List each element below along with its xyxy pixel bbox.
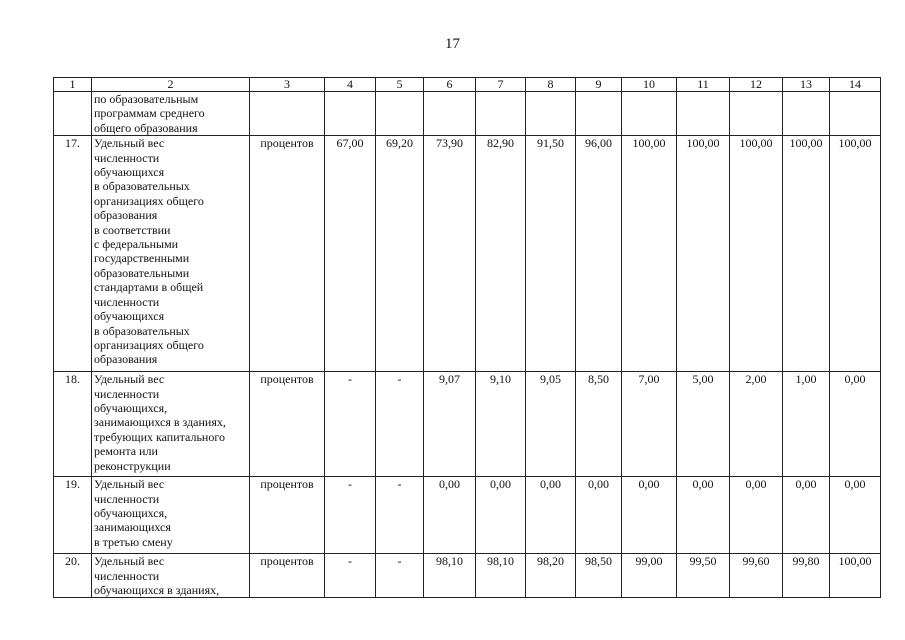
value-cell-col-6: 98,10 xyxy=(424,554,476,598)
value-cell-col-5: 69,20 xyxy=(376,136,424,372)
value-cell-col-4: - xyxy=(325,554,376,598)
column-header-13: 13 xyxy=(783,78,830,92)
value-cell-col-14: 100,00 xyxy=(830,136,881,372)
indicator-name: Удельный вес численности обучающихся, занимающихся в зданиях, требующих капитального ремонта или реконструкции xyxy=(92,372,250,477)
value-cell-col-11: 0,00 xyxy=(677,477,730,554)
row-number: 20. xyxy=(54,554,92,598)
value-cell-col-12: 0,00 xyxy=(730,477,783,554)
header-row xyxy=(54,78,881,92)
row-number: 19. xyxy=(54,477,92,554)
value-cell-col-11 xyxy=(677,92,730,136)
value-cell-col-13: 99,80 xyxy=(783,554,830,598)
unit-of-measure: процентов xyxy=(250,554,325,598)
column-header-2: 2 xyxy=(92,78,250,92)
unit-of-measure: процентов xyxy=(250,477,325,554)
row-number xyxy=(54,92,92,136)
row-number: 17. xyxy=(54,136,92,372)
value-cell-col-9: 8,50 xyxy=(576,372,622,477)
value-cell-col-6: 0,00 xyxy=(424,477,476,554)
value-cell-col-11: 100,00 xyxy=(677,136,730,372)
value-cell-col-9: 98,50 xyxy=(576,554,622,598)
table-header xyxy=(54,78,881,92)
table-body xyxy=(54,92,881,598)
column-header-5: 5 xyxy=(376,78,424,92)
value-cell-col-8: 98,20 xyxy=(526,554,576,598)
value-cell-col-7: 9,10 xyxy=(476,372,526,477)
value-cell-col-7: 82,90 xyxy=(476,136,526,372)
page-number: 17 xyxy=(445,36,460,52)
table-row xyxy=(54,477,881,554)
value-cell-col-8: 9,05 xyxy=(526,372,576,477)
table-row xyxy=(54,92,881,136)
value-cell-col-4: - xyxy=(325,372,376,477)
value-cell-col-7: 98,10 xyxy=(476,554,526,598)
column-header-7: 7 xyxy=(476,78,526,92)
indicator-name: Удельный вес численности обучающихся, занимающихся в третью смену xyxy=(92,477,250,554)
column-header-1: 1 xyxy=(54,78,92,92)
table-row xyxy=(54,372,881,477)
value-cell-col-8: 91,50 xyxy=(526,136,576,372)
value-cell-col-13: 1,00 xyxy=(783,372,830,477)
column-header-14: 14 xyxy=(830,78,881,92)
unit-of-measure xyxy=(250,92,325,136)
indicators-table xyxy=(53,77,881,598)
column-header-11: 11 xyxy=(677,78,730,92)
table-row xyxy=(54,554,881,598)
value-cell-col-10 xyxy=(622,92,677,136)
value-cell-col-11: 99,50 xyxy=(677,554,730,598)
value-cell-col-13: 0,00 xyxy=(783,477,830,554)
value-cell-col-4: - xyxy=(325,477,376,554)
value-cell-col-10: 0,00 xyxy=(622,477,677,554)
unit-of-measure: процентов xyxy=(250,372,325,477)
indicator-name: Удельный вес численности обучающихся в зданиях, xyxy=(92,554,250,598)
value-cell-col-12: 99,60 xyxy=(730,554,783,598)
unit-of-measure: процентов xyxy=(250,136,325,372)
value-cell-col-5: - xyxy=(376,554,424,598)
value-cell-col-11: 5,00 xyxy=(677,372,730,477)
value-cell-col-13: 100,00 xyxy=(783,136,830,372)
value-cell-col-9: 96,00 xyxy=(576,136,622,372)
value-cell-col-6 xyxy=(424,92,476,136)
value-cell-col-14: 0,00 xyxy=(830,477,881,554)
value-cell-col-6: 9,07 xyxy=(424,372,476,477)
value-cell-col-12 xyxy=(730,92,783,136)
value-cell-col-14 xyxy=(830,92,881,136)
value-cell-col-10: 99,00 xyxy=(622,554,677,598)
value-cell-col-10: 100,00 xyxy=(622,136,677,372)
column-header-10: 10 xyxy=(622,78,677,92)
column-header-8: 8 xyxy=(526,78,576,92)
value-cell-col-7: 0,00 xyxy=(476,477,526,554)
value-cell-col-8 xyxy=(526,92,576,136)
column-header-3: 3 xyxy=(250,78,325,92)
value-cell-col-4 xyxy=(325,92,376,136)
value-cell-col-12: 2,00 xyxy=(730,372,783,477)
column-header-9: 9 xyxy=(576,78,622,92)
value-cell-col-8: 0,00 xyxy=(526,477,576,554)
value-cell-col-6: 73,90 xyxy=(424,136,476,372)
value-cell-col-5: - xyxy=(376,372,424,477)
value-cell-col-5 xyxy=(376,92,424,136)
value-cell-col-4: 67,00 xyxy=(325,136,376,372)
value-cell-col-5: - xyxy=(376,477,424,554)
value-cell-col-10: 7,00 xyxy=(622,372,677,477)
indicator-name: по образовательным программам среднего общего образования xyxy=(92,92,250,136)
table-row xyxy=(54,136,881,372)
value-cell-col-7 xyxy=(476,92,526,136)
column-header-6: 6 xyxy=(424,78,476,92)
indicator-name: Удельный вес численности обучающихся в образовательных организациях общего образования в соответствии с федеральными государственными образовательными стандартами в общей численности обучающихся в образовательных организациях общего образования xyxy=(92,136,250,372)
value-cell-col-9 xyxy=(576,92,622,136)
value-cell-col-9: 0,00 xyxy=(576,477,622,554)
value-cell-col-13 xyxy=(783,92,830,136)
row-number: 18. xyxy=(54,372,92,477)
column-header-4: 4 xyxy=(325,78,376,92)
column-header-12: 12 xyxy=(730,78,783,92)
value-cell-col-14: 0,00 xyxy=(830,372,881,477)
value-cell-col-12: 100,00 xyxy=(730,136,783,372)
value-cell-col-14: 100,00 xyxy=(830,554,881,598)
